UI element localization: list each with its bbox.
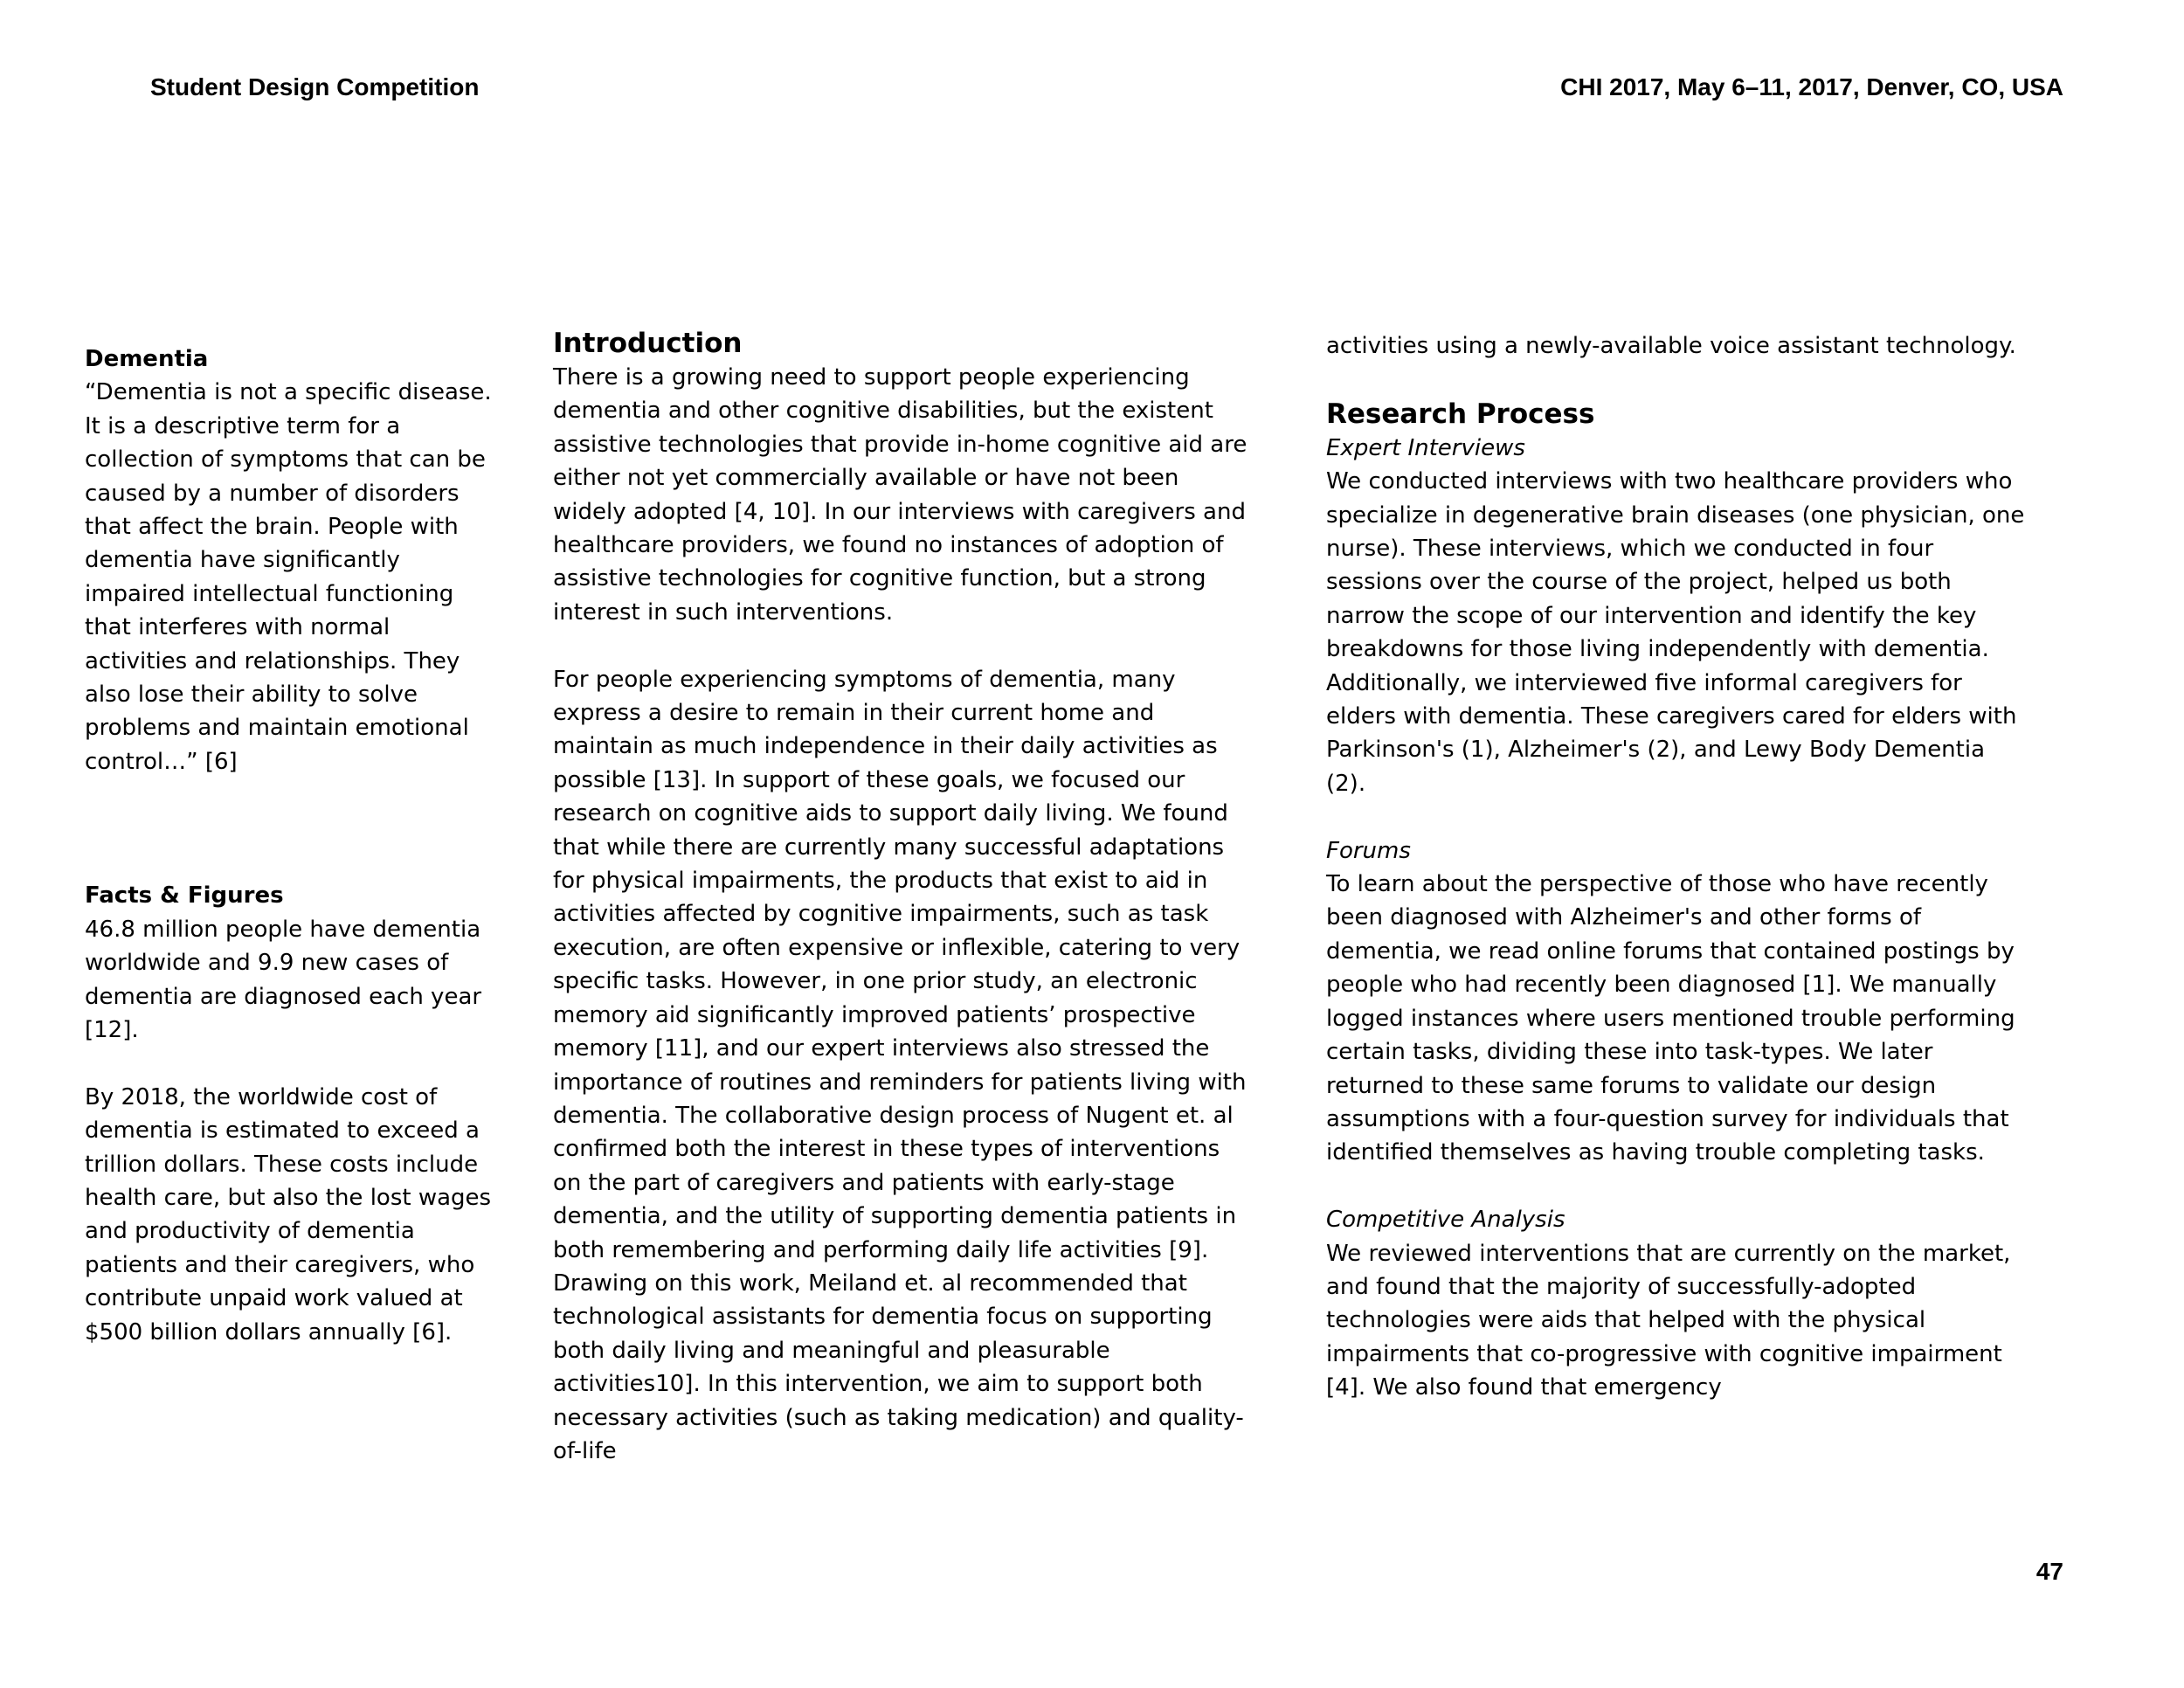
competitive-analysis-subheading: Competitive Analysis [1326, 1207, 1565, 1234]
expert-interviews-text: We conducted interviews with two healthcare providers who specialize in degenerative brain diseases (one physician, one nurse). These interviews, which we conducted in four sessions over the course of the project, helped us both narrow the scope of our intervention and identify the key breakdowns for those living independently with dementia. Additionally, we interviewed five informal caregivers for elders with dementia. These caregivers cared for elders with Parkinson's (1), Alzheimer's (2), and Lewy Body Dementia (2). [1326, 468, 2025, 797]
introduction-paragraph-2: For people experiencing symptoms of dementia, many express a desire to remain in their current home and maintain as much independence in their daily activities as possible [13]. In support of these goals, we focused our research on cognitive aids to support daily living. We found that while there are currently many successful adaptations for physical impairments, the products that exist to aid in activities affected by cognitive impairments, such as task execution, are often expensive or inflexible, catering to very specific tasks. However, in one prior study, an electronic memory aid significantly improved patients’ prospective memory [11], and our expert interviews also stressed the importance of routines and reminders for patients living with dementia. The collaborative design process of Nugent et. al confirmed both the interest in these types of interventions on the part of caregivers and patients with early-stage dementia, and the utility of supporting dementia patients in both remembering and performing daily life activities [9]. Drawing on this work, Meiland et. al recommended that technological assistants for dementia focus on supporting both daily living and meaningful and pleasurable activities10]. In this intervention, we aim to support both necessary activities (such as taking medication) and quality-of-life [553, 666, 1247, 1464]
introduction-continuation: activities using a newly-available voice assistant technology. [1326, 333, 2016, 359]
sidebar-heading-dementia: Dementia [85, 346, 209, 372]
sidebar-column [85, 342, 495, 1349]
dementia-definition-quote: “Dementia is not a specific disease. It is a descriptive term for a collection of symptoms that can be caused by a number of disorders that affect the brain. People with dementia have significantly impaired intellectual functioning that interferes with normal activities and relationships. They also lose their ability to solve problems and maintain emotional control…” [6] [85, 379, 492, 775]
expert-interviews-subheading: Expert Interviews [1326, 434, 1525, 461]
facts-paragraph-1: 46.8 million people have dementia worldwide and 9.9 new cases of dementia are diagnosed each year [12]. [85, 916, 482, 1043]
introduction-column [553, 326, 1252, 1468]
sidebar-heading-facts: Facts & Figures [85, 882, 284, 910]
research-process-heading: Research Process [1326, 398, 1595, 430]
spacer [85, 1047, 495, 1080]
spacer [1326, 363, 2025, 396]
running-header-right: CHI 2017, May 6–11, 2017, Denver, CO, USA [1560, 73, 2063, 100]
facts-paragraph-2: By 2018, the worldwide cost of dementia is estimated to exceed a trillion dollars. These costs include health care, but also the lost wages and productivity of dementia patients and their caregivers, who contribute unpaid work valued at $500 billion dollars annually [6]. [85, 1083, 492, 1346]
forums-subheading: Forums [1326, 837, 1411, 864]
spacer [85, 778, 495, 879]
running-header-left: Student Design Competition [150, 73, 480, 100]
introduction-heading: Introduction [553, 328, 743, 359]
introduction-paragraph-1: There is a growing need to support people experiencing dementia and other cognitive disabilities, but the existent assistive technologies that provide in-home cognitive aid are either not yet commercially available or have not been widely adopted [4, 10]. In our interviews with caregivers and healthcare providers, we found no instances of adoption of assistive technologies for cognitive function, but a strong interest in such interventions. [553, 364, 1248, 626]
spacer [1326, 800, 2025, 834]
spacer [553, 629, 1252, 662]
spacer [1326, 1170, 2025, 1203]
competitive-analysis-text: We reviewed interventions that are currently on the market, and found that the majority of successfully-adopted technologies were aids that helped with the physical impairments that co-progressive with cognitive impairment [4]. We also found that emergency [1326, 1240, 2011, 1401]
forums-text: To learn about the perspective of those who have recently been diagnosed with Alzheimer's and other forms of dementia, we read online forums that contained postings by people who had recently been diagnosed [1]. We manually logged instances where users mentioned trouble performing certain tasks, dividing these into task-types. We later returned to these same forums to validate our design assumptions with a four-question survey for individuals that identified themselves as having trouble completing tasks. [1326, 871, 2015, 1166]
research-column [1326, 329, 2025, 1405]
page-number: 47 [2035, 1558, 2063, 1585]
